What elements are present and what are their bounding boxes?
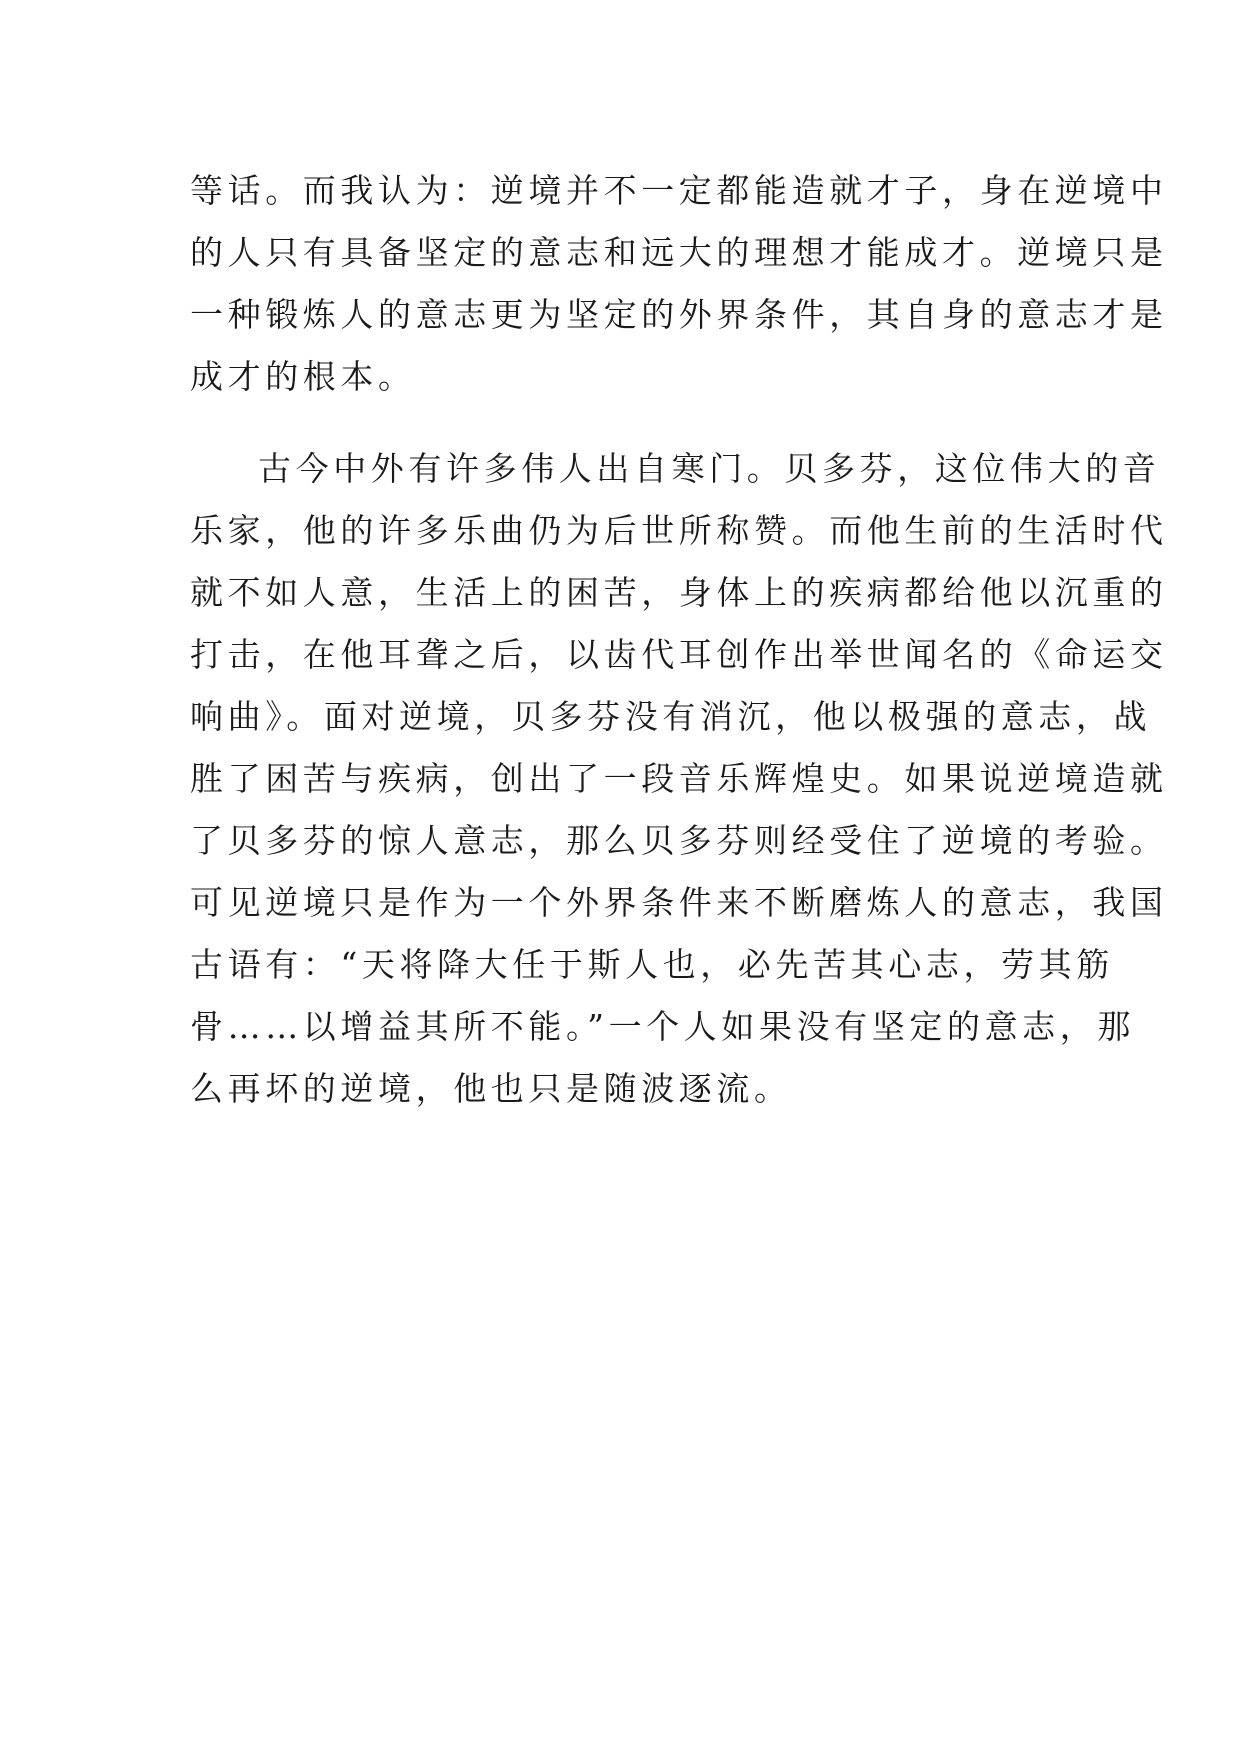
text-line: 打击，在他耳聋之后，以齿代耳创作出举世闻名的《命运交 [190, 635, 1168, 674]
paragraph-2 [190, 438, 1168, 1120]
text-line: 胜了困苦与疾病，创出了一段音乐辉煌史。如果说逆境造就 [190, 759, 1168, 798]
text-line: 一种锻炼人的意志更为坚定的外界条件，其自身的意志才是 [190, 295, 1168, 334]
text-line: 么再坏的逆境，他也只是随波逐流。 [190, 1069, 792, 1108]
text-line: 的人只有具备坚定的意志和远大的理想才能成才。逆境只是 [190, 233, 1168, 272]
text-line: 乐家，他的许多乐曲仍为后世所称赞。而他生前的生活时代 [190, 511, 1168, 550]
text-line: 就不如人意，生活上的困苦，身体上的疾病都给他以沉重的 [190, 573, 1168, 612]
text-line: 骨……以增益其所不能。”一个人如果没有坚定的意志，那 [190, 1007, 1135, 1046]
text-line-first-indented: 古今中外有许多伟人出自寒门。贝多芬，这位伟大的音 [258, 449, 1161, 488]
text-line: 等话。而我认为：逆境并不一定都能造就才子，身在逆境中 [190, 171, 1168, 210]
text-line: 了贝多芬的惊人意志，那么贝多芬则经受住了逆境的考验。 [190, 821, 1168, 860]
paragraph-spacing [190, 408, 1070, 438]
text-line: 响曲》。面对逆境，贝多芬没有消沉，他以极强的意志，战 [190, 697, 1152, 736]
text-line: 古语有：“天将降大任于斯人也，必先苦其心志，劳其筋 [190, 945, 1114, 984]
text-line: 可见逆境只是作为一个外界条件来不断磨炼人的意志，我国 [190, 883, 1168, 922]
document-body [190, 160, 1168, 1120]
text-line: 成才的根本。 [190, 357, 416, 396]
paragraph-1 [190, 160, 1168, 408]
